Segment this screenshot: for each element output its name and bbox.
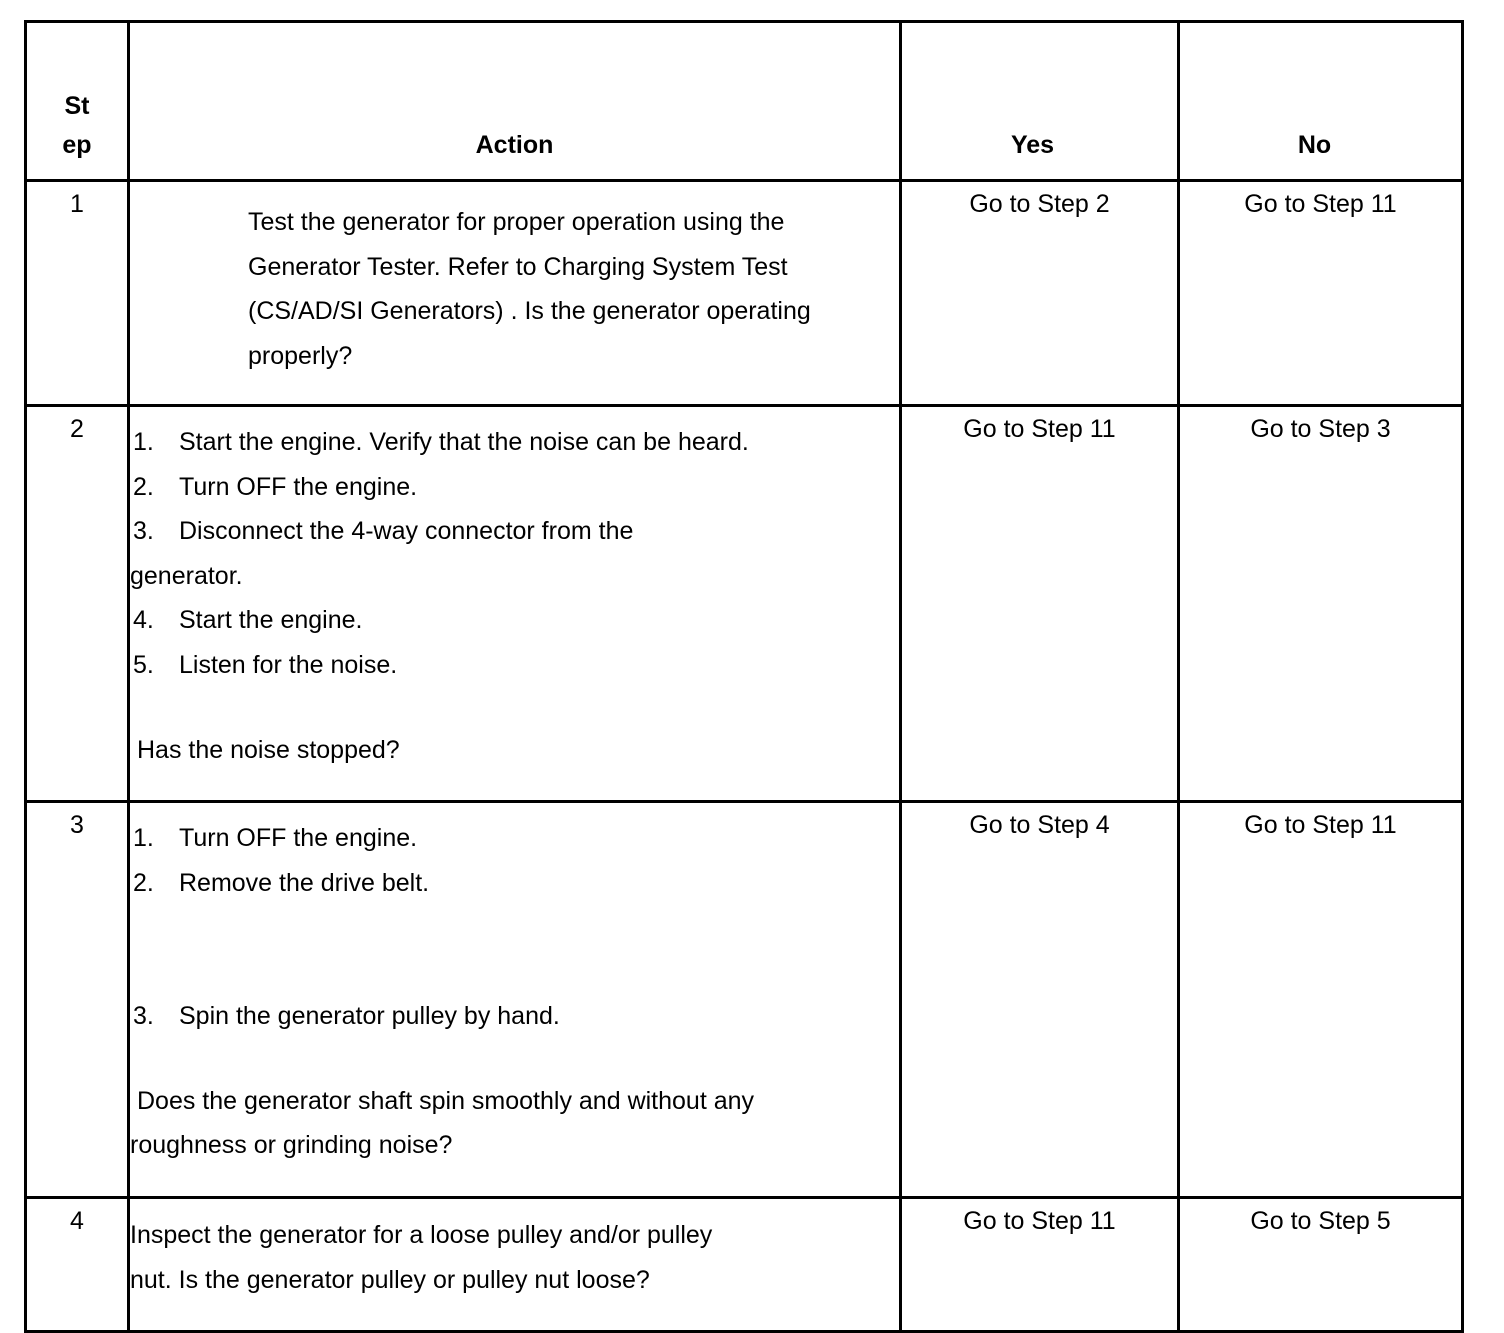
header-step-line2: ep [62, 131, 92, 159]
step-number: 3 [26, 802, 129, 1198]
list-item [130, 994, 899, 1039]
list-item [130, 420, 899, 465]
header-yes: Yes [901, 22, 1179, 181]
table-row [26, 1198, 1463, 1332]
action-text-line1: Inspect the generator for a loose pulley and/or pulley [130, 1221, 713, 1249]
table-row [26, 181, 1463, 406]
table-header-row [26, 22, 1463, 181]
list-item [130, 509, 899, 554]
yes-cell: Go to Step 11 [901, 1198, 1179, 1332]
list-item [130, 643, 899, 688]
action-step-list [130, 816, 899, 1039]
header-step [26, 22, 129, 181]
action-cell [129, 181, 901, 406]
step-number: 4 [26, 1198, 129, 1332]
header-no: No [1179, 22, 1463, 181]
no-cell: Go to Step 3 [1179, 406, 1463, 802]
action-cell [129, 802, 901, 1198]
question-text: Has the noise stopped? [137, 735, 400, 764]
list-item-text: Spin the generator pulley by hand. [179, 1002, 560, 1031]
table-row [26, 802, 1463, 1198]
list-item-number: 1. [133, 824, 154, 852]
list-item-number: 1. [133, 428, 154, 456]
list-item [130, 861, 899, 906]
list-item-number: 3. [133, 517, 154, 546]
list-item-number: 4. [133, 606, 154, 635]
list-item-number: 3. [133, 1002, 154, 1031]
list-item-text: Listen for the noise. [179, 650, 398, 679]
list-item-number: 2. [133, 472, 154, 501]
action-text: Test the generator for proper operation using the Generator Tester. Refer to Charging System Test (CS/AD/SI Generators) . Is the generator operating properly? [248, 208, 811, 370]
list-item [130, 816, 899, 861]
action-text-line2: nut. Is the generator pulley or pulley nut loose? [130, 1265, 650, 1294]
header-step-line1: St [64, 92, 90, 120]
action-cell [129, 406, 901, 802]
no-cell: Go to Step 5 [1179, 1198, 1463, 1332]
list-item-text: Remove the drive belt. [179, 868, 430, 897]
action-cell [129, 1198, 901, 1332]
no-cell: Go to Step 11 [1179, 181, 1463, 406]
list-item-text: Disconnect the 4-way connector from the [179, 517, 634, 546]
action-step-list [130, 420, 899, 688]
yes-cell: Go to Step 11 [901, 406, 1179, 802]
list-item [130, 465, 899, 510]
no-cell: Go to Step 11 [1179, 802, 1463, 1198]
list-item-continuation [130, 554, 899, 599]
list-item-number: 5. [133, 650, 154, 679]
question-text-line2: roughness or grinding noise? [130, 1131, 453, 1160]
list-item-text: Turn OFF the engine. [179, 824, 418, 852]
spacer [130, 905, 899, 994]
step-number: 2 [26, 406, 129, 802]
list-item [130, 598, 899, 643]
yes-cell: Go to Step 2 [901, 181, 1179, 406]
list-item-text: Start the engine. Verify that the noise can be heard. [179, 428, 749, 456]
diagnostic-table [24, 20, 1464, 1333]
table-row [26, 406, 1463, 802]
step-number: 1 [26, 181, 129, 406]
header-action: Action [129, 22, 901, 181]
list-item-text: Start the engine. [179, 606, 363, 635]
spacer [130, 1039, 899, 1079]
spacer [130, 688, 899, 728]
question-text-line1: Does the generator shaft spin smoothly and without any [137, 1086, 755, 1115]
list-item-number: 2. [133, 868, 154, 897]
list-item-text: Turn OFF the engine. [179, 472, 418, 501]
yes-cell: Go to Step 4 [901, 802, 1179, 1198]
list-item-text: generator. [130, 561, 243, 590]
